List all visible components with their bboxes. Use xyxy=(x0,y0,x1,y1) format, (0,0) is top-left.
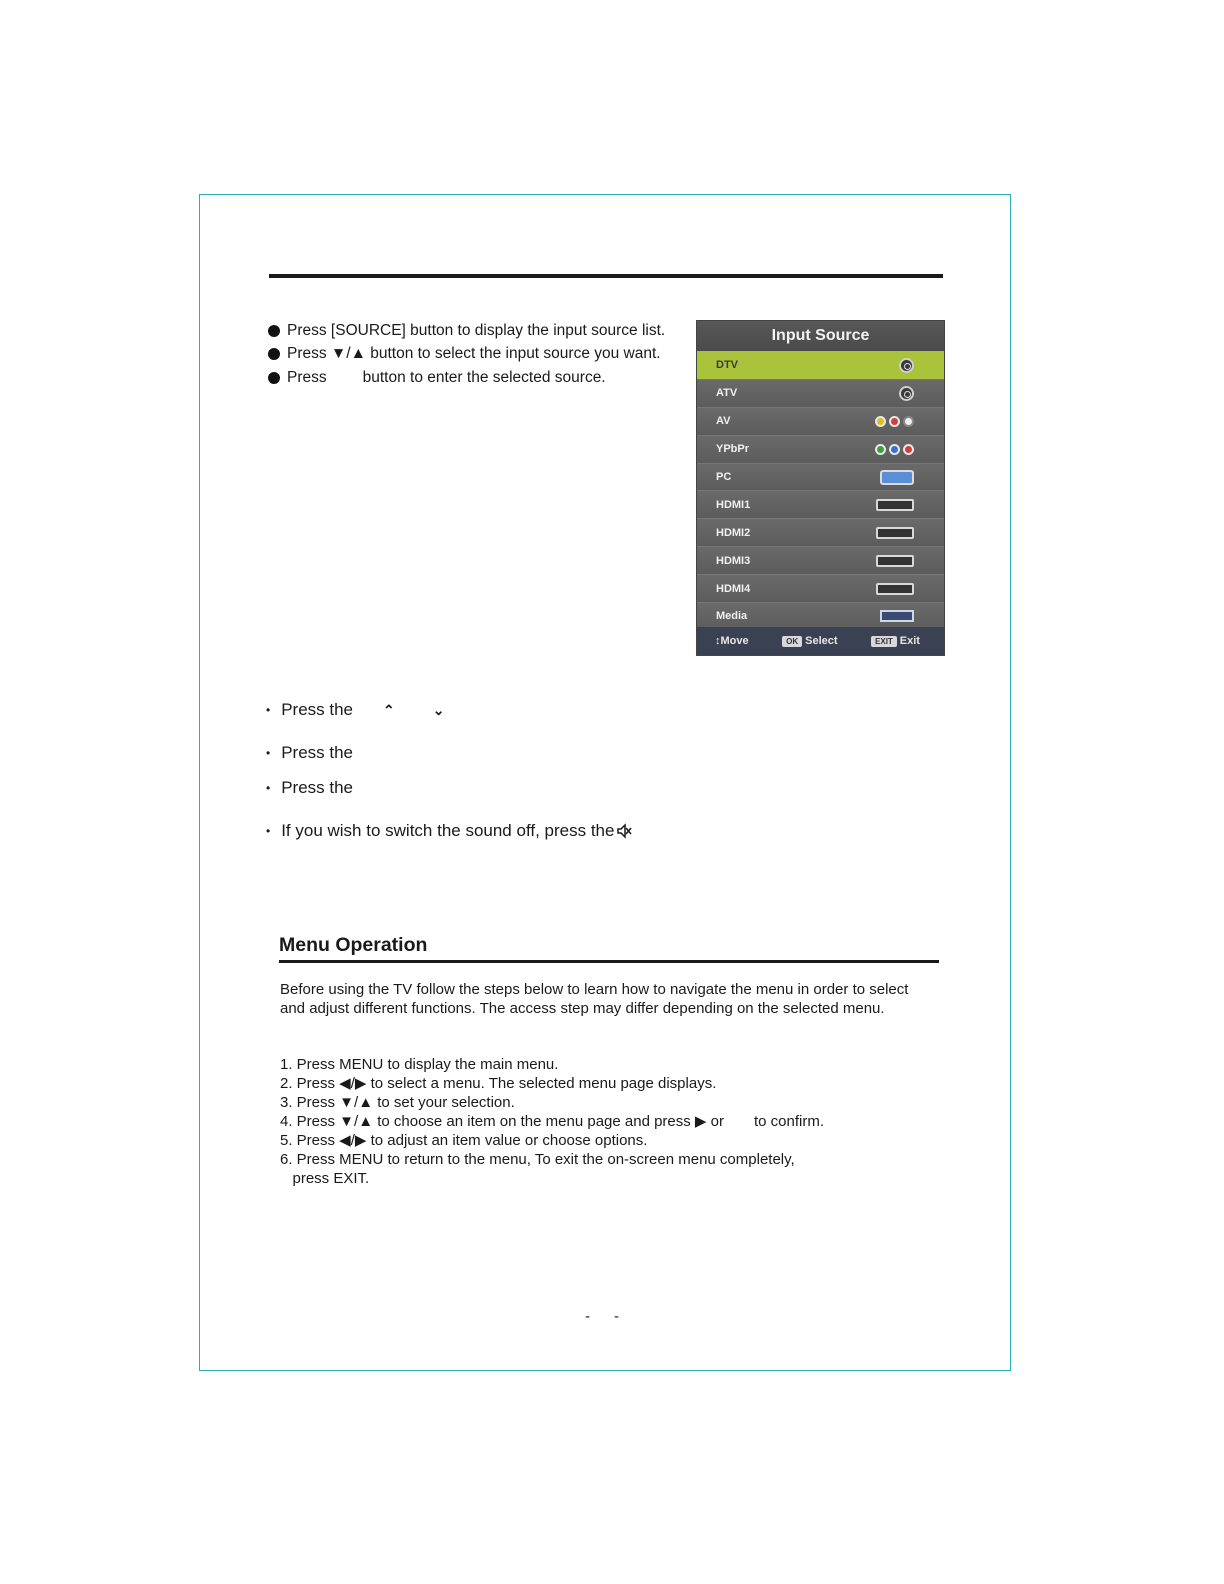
instruction-item: • Press the xyxy=(266,778,354,797)
menu-title: Input Source xyxy=(697,321,944,351)
source-step: Press [SOURCE] button to display the input source list. xyxy=(268,319,688,343)
hdmi-port-icon xyxy=(876,499,914,511)
instruction-item: • Press the ⌃ ⌄ xyxy=(266,700,445,719)
instruction-item: • Press the xyxy=(266,743,354,762)
exit-key-icon: EXIT xyxy=(871,636,897,647)
usb-port-icon xyxy=(880,610,914,622)
menu-steps xyxy=(280,1055,930,1188)
rca-jacks-icon xyxy=(875,416,914,427)
heading-rule xyxy=(279,960,939,963)
section-rule xyxy=(269,274,943,278)
menu-item-av[interactable]: AV xyxy=(697,407,944,435)
step-item: 3. Press ▼/▲ to set your selection. xyxy=(280,1094,515,1111)
ok-key-icon: OK xyxy=(782,636,802,647)
source-instructions xyxy=(268,319,688,390)
bullet-icon xyxy=(268,348,280,360)
vga-port-icon xyxy=(880,470,914,485)
page-number: -- xyxy=(585,1308,643,1325)
hdmi-port-icon xyxy=(876,527,914,539)
step-item: 2. Press ◀/▶ to select a menu. The selected menu page displays. xyxy=(280,1075,717,1092)
antenna-icon xyxy=(899,358,914,373)
menu-item-dtv[interactable]: DTV xyxy=(697,351,944,379)
menu-item-atv[interactable]: ATV xyxy=(697,379,944,407)
input-source-menu xyxy=(696,320,945,656)
step-item: 5. Press ◀/▶ to adjust an item value or choose options. xyxy=(280,1132,648,1149)
instruction-item: • If you wish to switch the sound off, press the xyxy=(266,821,632,841)
menu-item-ypbpr[interactable]: YPbPr xyxy=(697,435,944,463)
menu-item-pc[interactable]: PC xyxy=(697,463,944,491)
menu-item-hdmi1[interactable]: HDMI1 xyxy=(697,490,944,518)
hdmi-port-icon xyxy=(876,583,914,595)
bullet-icon xyxy=(268,372,280,384)
antenna-icon xyxy=(899,386,914,401)
step-item: press EXIT. xyxy=(280,1170,370,1187)
step-item: 4. Press ▼/▲ to choose an item on the menu page and press ▶ or to confirm. xyxy=(280,1113,824,1130)
chevron-down-icon: ⌄ xyxy=(432,701,445,718)
menu-item-media[interactable]: Media xyxy=(697,602,944,630)
hdmi-port-icon xyxy=(876,555,914,567)
section-heading: Menu Operation xyxy=(279,934,428,956)
source-step: Press ▼/▲ button to select the input source you want. xyxy=(268,343,688,367)
menu-footer: ↕Move OK Select EXIT Exit xyxy=(697,627,944,655)
chevron-up-icon: ⌃ xyxy=(383,701,395,718)
component-jacks-icon xyxy=(875,444,914,455)
source-step: Press button to enter the selected source. xyxy=(268,366,688,390)
mute-icon xyxy=(616,823,632,839)
menu-item-hdmi2[interactable]: HDMI2 xyxy=(697,518,944,546)
step-item: 6. Press MENU to return to the menu, To exit the on-screen menu completely, xyxy=(280,1151,795,1168)
menu-item-hdmi4[interactable]: HDMI4 xyxy=(697,574,944,602)
bullet-icon xyxy=(268,325,280,337)
up-down-arrow-icon: ↕ xyxy=(715,635,721,647)
intro-paragraph: Before using the TV follow the steps below to learn how to navigate the menu in order to select and adjust different functions. The access step may differ depending on the selected menu. xyxy=(280,981,909,1017)
step-item: 1. Press MENU to display the main menu. xyxy=(280,1056,559,1073)
menu-item-hdmi3[interactable]: HDMI3 xyxy=(697,546,944,574)
